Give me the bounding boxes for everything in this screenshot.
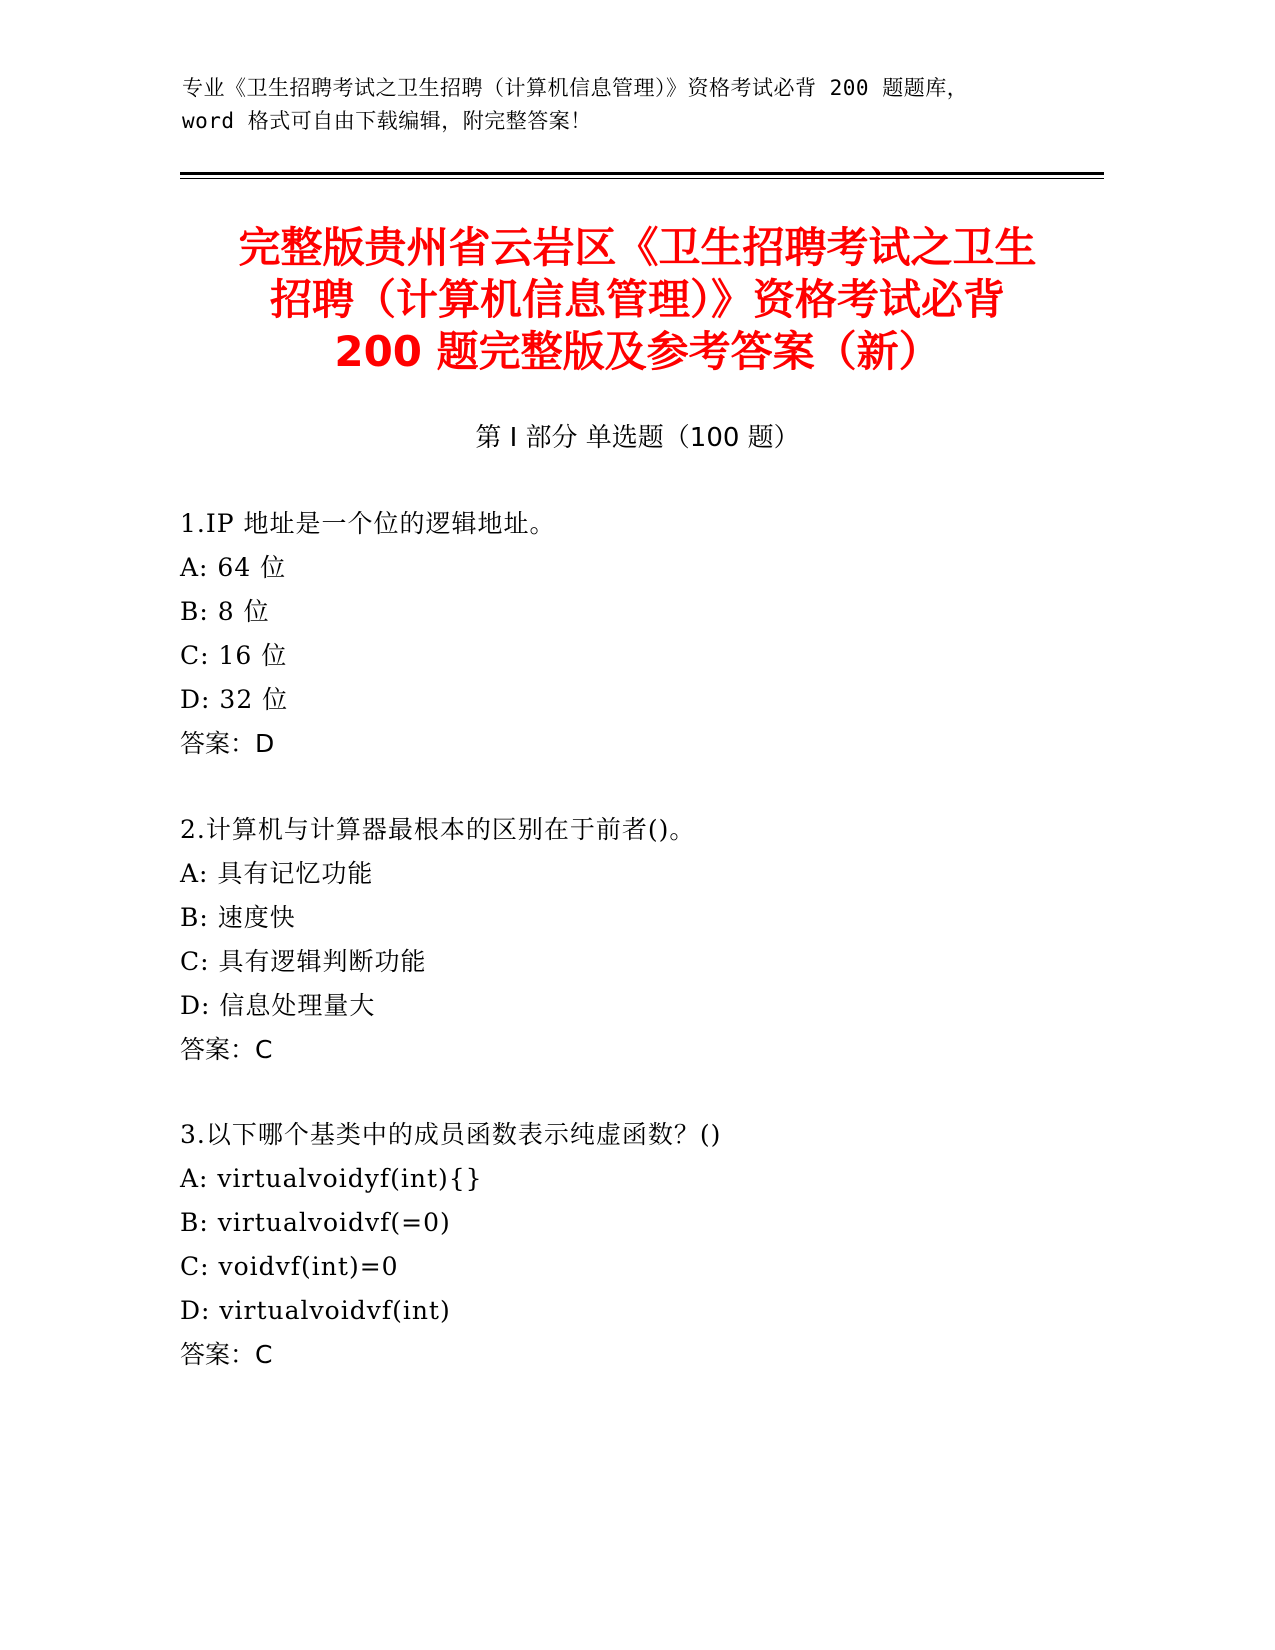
option-c: C: 具有逻辑判断功能 — [180, 947, 427, 976]
option-d: D: virtualvoidvf(int) — [180, 1296, 451, 1325]
title-line-2: 招聘（计算机信息管理）》资格考试必背 — [269, 275, 1005, 324]
title-line-1: 完整版贵州省云岩区《卫生招聘考试之卫生 — [238, 223, 1037, 272]
option-d: D: 32 位 — [180, 685, 289, 714]
answer: 答案：D — [180, 729, 275, 758]
question-1 — [180, 502, 1080, 766]
document-title — [150, 222, 1125, 378]
option-b: B: 8 位 — [180, 597, 270, 626]
header-divider-thick — [180, 172, 1104, 175]
title-line-3: 200 题完整版及参考答案（新） — [334, 327, 941, 376]
question-2 — [180, 808, 1080, 1072]
option-a: A: 64 位 — [180, 553, 287, 582]
question-stem: 1.IP 地址是一个位的逻辑地址。 — [180, 509, 556, 538]
option-a: A: 具有记忆功能 — [180, 859, 374, 888]
option-b: B: 速度快 — [180, 903, 296, 932]
option-d: D: 信息处理量大 — [180, 991, 376, 1020]
section-title: 第 I 部分 单选题（100 题） — [475, 423, 800, 453]
question-stem: 3.以下哪个基类中的成员函数表示纯虚函数？() — [180, 1120, 722, 1149]
header-line-1: 专业《卫生招聘考试之卫生招聘（计算机信息管理）》资格考试必背 200 题题库， — [182, 76, 969, 100]
header-divider-thin — [180, 178, 1104, 179]
header-line-2: word 格式可自由下载编辑，附完整答案！ — [182, 109, 592, 133]
option-b: B: virtualvoidvf(=0) — [180, 1208, 451, 1237]
option-c: C: 16 位 — [180, 641, 288, 670]
option-a: A: virtualvoidyf(int){} — [180, 1164, 483, 1193]
answer: 答案：C — [180, 1035, 273, 1064]
answer: 答案：C — [180, 1340, 273, 1369]
question-stem: 2.计算机与计算器最根本的区别在于前者()。 — [180, 815, 696, 844]
question-3 — [180, 1113, 1080, 1377]
page-header — [182, 72, 1102, 138]
option-c: C: voidvf(int)=0 — [180, 1252, 399, 1281]
